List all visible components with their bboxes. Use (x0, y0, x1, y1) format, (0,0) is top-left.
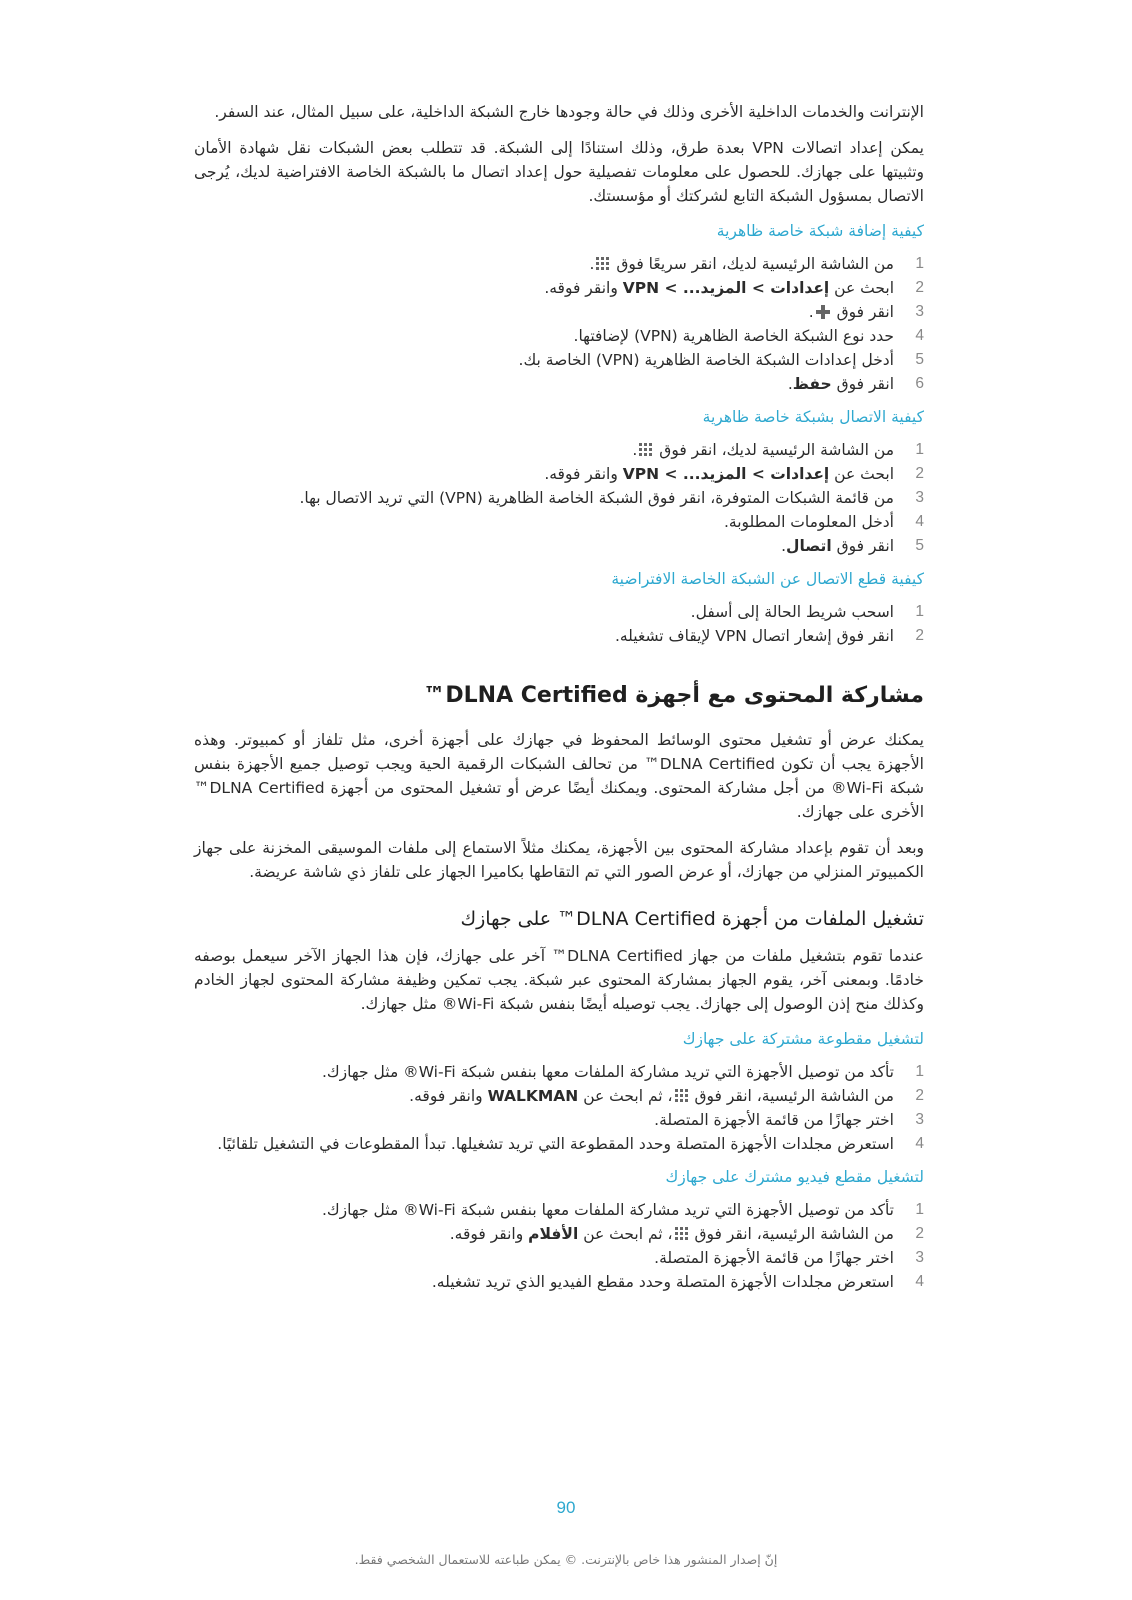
step-text-end: وانقر فوقه. (409, 1087, 488, 1105)
step-text: من الشاشة الرئيسية لديك، انقر سريعًا فوق (616, 255, 894, 273)
list-item (194, 252, 924, 276)
list-item (194, 510, 924, 534)
menu-path: إعدادات > المزيد... > VPN (622, 279, 830, 297)
list-item (194, 1084, 924, 1108)
list-item (194, 1198, 924, 1222)
step-text: انقر فوق (831, 537, 894, 555)
add-vpn-steps (194, 252, 924, 396)
step-number: 2 (915, 279, 924, 296)
step-text: استعرض مجلدات الأجهزة المتصلة وحدد المقطوعة التي تريد تشغيلها. تبدأ المقطوعات في التشغيل تلقائيًا. (217, 1135, 894, 1153)
connect-vpn-heading: كيفية الاتصال بشبكة خاصة ظاهرية (702, 408, 924, 426)
step-number: 1 (915, 1063, 924, 1080)
dlna-paragraph-1: يمكنك عرض أو تشغيل محتوى الوسائط المحفوظ في جهازك على أجهزة أخرى، مثل تلفاز أو كمبيوتر. وهذه الأجهزة يجب أن تكون DLNA Certified™ من تحالف الشبكات الرقمية الحية ويجب توصيل جميع الأجهزة بنفس شبكة Wi-Fi® من أجل مشاركة المحتوى. ويمكنك أيضًا عرض أو تشغيل المحتوى من أجهزة DLNA Certified™ الأخرى على جهازك. (194, 731, 924, 821)
walkman-label: WALKMAN (487, 1087, 579, 1105)
step-number: 1 (915, 441, 924, 458)
plus-icon (816, 305, 830, 319)
step-number: 4 (915, 327, 924, 344)
intro-paragraph-2: يمكن إعداد اتصالات VPN بعدة طرق، وذلك استنادًا إلى الشبكة. قد تتطلب بعض الشبكات نقل شهادة الأمان وتثبيتها على جهازك. للحصول على معلومات تفصيلية حول إعداد اتصال ما بالشبكة الخاصة الافتراضية لديك، يُرجى الاتصال بمسؤول الشبكة التابع لشركتك أو مؤسستك. (194, 139, 924, 205)
step-text: من قائمة الشبكات المتوفرة، انقر فوق الشبكة الخاصة الظاهرية (VPN) التي تريد الاتصال بها. (299, 489, 894, 507)
list-item (194, 1132, 924, 1156)
step-text: ابحث عن (829, 279, 894, 297)
step-number: 5 (915, 537, 924, 554)
movies-label: الأفلام (528, 1225, 579, 1243)
list-item (194, 1108, 924, 1132)
step-number: 3 (915, 303, 924, 320)
step-text: من الشاشة الرئيسية، انقر فوق (694, 1087, 894, 1105)
step-text: انقر فوق (831, 375, 894, 393)
step-number: 3 (915, 489, 924, 506)
play-files-heading: تشغيل الملفات من أجهزة DLNA Certified™ على جهازك (460, 908, 924, 930)
step-number: 1 (915, 603, 924, 620)
step-text: من الشاشة الرئيسية، انقر فوق (694, 1225, 894, 1243)
play-track-steps (194, 1060, 924, 1156)
play-video-steps (194, 1198, 924, 1294)
step-text-end: وانقر فوقه. (544, 465, 623, 483)
add-vpn-heading: كيفية إضافة شبكة خاصة ظاهرية (716, 222, 924, 240)
list-item (194, 1246, 924, 1270)
step-number: 4 (915, 1273, 924, 1290)
step-number: 2 (915, 1225, 924, 1242)
list-item (194, 438, 924, 462)
menu-path: إعدادات > المزيد... > VPN (622, 465, 830, 483)
step-text-mid: ، ثم ابحث عن (578, 1225, 673, 1243)
step-text: ابحث عن (829, 465, 894, 483)
page-content (194, 100, 924, 1300)
step-text: أدخل إعدادات الشبكة الخاصة الظاهرية (VPN) الخاصة بك. (518, 351, 894, 369)
disconnect-vpn-steps (194, 600, 924, 648)
step-text-end: . (808, 303, 814, 321)
apps-grid-icon (675, 1089, 688, 1102)
step-text-mid: ، ثم ابحث عن (578, 1087, 673, 1105)
play-video-heading: لتشغيل مقطع فيديو مشترك على جهازك (665, 1168, 924, 1186)
list-item (194, 276, 924, 300)
page-number: 90 (556, 1498, 576, 1517)
step-number: 6 (915, 375, 924, 392)
dlna-heading: مشاركة المحتوى مع أجهزة DLNA Certified™ (423, 683, 924, 708)
step-text: اختر جهازًا من قائمة الأجهزة المتصلة. (654, 1111, 894, 1129)
list-item (194, 534, 924, 558)
step-number: 1 (915, 1201, 924, 1218)
step-text: تأكد من توصيل الأجهزة التي تريد مشاركة الملفات معها بنفس شبكة Wi-Fi® مثل جهازك. (321, 1063, 894, 1081)
list-item (194, 624, 924, 648)
step-text-end: وانقر فوقه. (449, 1225, 529, 1243)
step-text-end: . (787, 375, 793, 393)
step-text: اختر جهازًا من قائمة الأجهزة المتصلة. (654, 1249, 894, 1267)
step-text: اسحب شريط الحالة إلى أسفل. (690, 603, 894, 621)
connect-label: اتصال (786, 537, 832, 555)
list-item (194, 324, 924, 348)
save-label: حفظ (792, 375, 832, 393)
list-item (194, 348, 924, 372)
step-text-end: وانقر فوقه. (544, 279, 623, 297)
step-text: استعرض مجلدات الأجهزة المتصلة وحدد مقطع الفيديو الذي تريد تشغيله. (431, 1273, 894, 1291)
list-item (194, 1222, 924, 1246)
step-number: 3 (915, 1111, 924, 1128)
step-text-end: . (632, 441, 638, 459)
list-item (194, 486, 924, 510)
apps-grid-icon (675, 1227, 688, 1240)
step-text: انقر فوق (836, 303, 894, 321)
step-text: تأكد من توصيل الأجهزة التي تريد مشاركة الملفات معها بنفس شبكة Wi-Fi® مثل جهازك. (321, 1201, 894, 1219)
play-files-paragraph: عندما تقوم بتشغيل ملفات من جهاز DLNA Certified™ آخر على جهازك، فإن هذا الجهاز الآخر سيعمل بوصفه خادمًا. وبمعنى آخر، يقوم الجهاز بمشاركة المحتوى عبر شبكة. يجب تمكين وظيفة مشاركة المحتوى لجهاز الخادم وكذلك منح إذن الوصول إلى جهازك. يجب توصيله أيضًا بنفس شبكة Wi-Fi® مثل جهازك. (194, 947, 924, 1013)
step-number: 3 (915, 1249, 924, 1266)
list-item (194, 372, 924, 396)
apps-grid-icon (596, 257, 609, 270)
step-text-end: . (589, 255, 595, 273)
step-number: 2 (915, 627, 924, 644)
step-text: انقر فوق إشعار اتصال VPN لإيقاف تشغيله. (614, 627, 894, 645)
dlna-paragraph-2: وبعد أن تقوم بإعداد مشاركة المحتوى بين الأجهزة، يمكنك مثلاً الاستماع إلى ملفات الموسيقى المخزنة على جهاز الكمبيوتر المنزلي من جهازك، أو عرض الصور التي تم التقاطها بكاميرا الجهاز على تلفاز ذي شاشة عريضة. (194, 839, 924, 881)
list-item (194, 300, 924, 324)
disconnect-vpn-heading: كيفية قطع الاتصال عن الشبكة الخاصة الافتراضية (611, 570, 924, 588)
step-text: حدد نوع الشبكة الخاصة الظاهرية (VPN) لإضافتها. (573, 327, 894, 345)
step-number: 1 (915, 255, 924, 272)
step-number: 2 (915, 465, 924, 482)
step-text: أدخل المعلومات المطلوبة. (723, 513, 894, 531)
footer-note: إنّ إصدار المنشور هذا خاص بالإنترنت. © يمكن طباعته للاستعمال الشخصي فقط. (354, 1552, 778, 1567)
list-item (194, 462, 924, 486)
intro-paragraph-1: الإنترانت والخدمات الداخلية الأخرى وذلك في حالة وجودها خارج الشبكة الداخلية، على سبيل المثال، عند السفر. (214, 103, 924, 121)
apps-grid-icon (639, 443, 652, 456)
step-text: من الشاشة الرئيسية لديك، انقر فوق (659, 441, 894, 459)
play-track-heading: لتشغيل مقطوعة مشتركة على جهازك (682, 1030, 924, 1048)
list-item (194, 1270, 924, 1294)
step-number: 2 (915, 1087, 924, 1104)
step-text-end: . (781, 537, 786, 555)
step-number: 4 (915, 513, 924, 530)
step-number: 5 (915, 351, 924, 368)
connect-vpn-steps (194, 438, 924, 558)
list-item (194, 1060, 924, 1084)
list-item (194, 600, 924, 624)
step-number: 4 (915, 1135, 924, 1152)
